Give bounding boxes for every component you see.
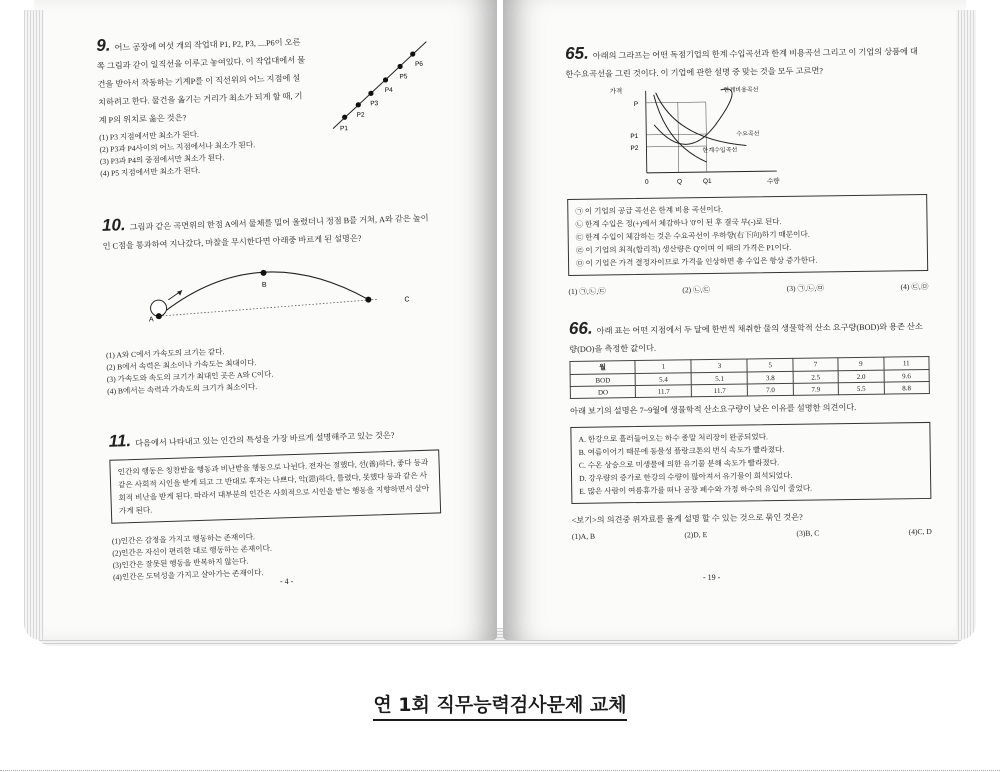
table-cell: 7.9 [793, 383, 839, 396]
point-label: C [404, 296, 410, 304]
point-label: P2 [356, 111, 365, 119]
curved-surface-figure [127, 250, 429, 339]
question-65 [565, 39, 928, 297]
tick-label: Q1 [702, 177, 712, 186]
point-label: P4 [384, 86, 393, 94]
question-text: 다음에서 나타내고 있는 인간의 특성을 가장 바르게 설명해주고 있는 것은? [135, 430, 395, 448]
bod-do-table [569, 356, 929, 399]
answer-choices [572, 527, 932, 541]
answer-choice: (2)D, E [684, 530, 708, 540]
table-cell: 월 [570, 361, 635, 375]
statement-item: ㉠ 이 기업의 공급 곡선은 한계 비용 곡선이다. [575, 204, 723, 216]
answer-choice: (3)B, C [796, 528, 820, 538]
question-text: 아래의 그라프는 어떤 독점기업의 한계 수입곡선과 한계 비용곡선 그리고 이 기업의 상품에 대한수요곡선을 그린 것이다. 이 기업에 관한 설명 중 맞는 것을 모두 고르면? [565, 47, 918, 79]
point-c-marker [365, 296, 371, 302]
options-list [106, 339, 437, 397]
answer-choices [568, 281, 928, 297]
table-cell: 2.5 [793, 371, 839, 384]
table-cell: 7 [793, 358, 839, 372]
table-cell: 1 [635, 360, 691, 374]
statement-item: ㉡ 한계 수입은 정(+)에서 체감하나 '0'이 된 후 결국 부(-)로 된다. [575, 216, 782, 229]
curve-label: 한계수입곡선 [702, 147, 738, 155]
question-9 [96, 26, 430, 180]
option: (2)인간은 자신이 편리한 대로 행동하는 존재이다. [112, 543, 272, 558]
page-number: - 4 - [280, 577, 294, 586]
option: (3) P3과 P4의 중점에서만 최소가 된다. [99, 153, 225, 166]
right-page [503, 0, 966, 640]
point-label: P5 [399, 73, 408, 81]
answer-choice: (4)C, D [908, 526, 932, 537]
statement-item: ㉣ 이 기업의 최적(합리적) 생산량은 Q'이며 이 때의 가격은 P1이다. [575, 242, 792, 255]
question-text: 어느 공장에 여섯 개의 작업대 P1, P2, P3, ....P6이 오른쪽 그림과 같이 일직선을 이루고 놓여있다. 이 작업대에서 물건을 받아서 작동하는 기계P를 이 직선위의 어느 지점에 설치하려고 한다. 물건을 옮기는 거리가 최소가 되게 할 때, 기계 P의 위치로 옳은 것은? [96, 37, 306, 125]
statement-box [567, 194, 928, 276]
question-10 [102, 206, 438, 398]
question-number: 9. [96, 35, 111, 55]
opinion-item: B. 여름이어기 때문에 동물성 플랑크톤의 번식 속도가 빨라졌다. [578, 444, 785, 457]
table-cell: 7.0 [748, 383, 794, 396]
opinion-item: D. 강우량의 증가로 한강의 수량이 많아져서 유기물이 희석되었다. [579, 470, 793, 483]
curve-label: 한계비용곡선 [723, 87, 759, 94]
axis-label: 수량 [766, 178, 780, 186]
passage-box: 인간의 행동은 칭찬받을 행동과 비난받을 행동으로 나뉜다. 전자는 절했다, 선(善)하다, 좋다 등과 같은 사회적 시인을 받게 되고 그 반대로 후자는 나쁘다, 악(惡)하다, 틀렸다, 못했다 등과 같은 사회적 비난을 받게 된다. 따라서 대부분의 인간은 사회적으로 시인을 받는 행동을 지향하면서 살아가게 된다. [109, 449, 441, 523]
question-number: 10. [101, 215, 126, 235]
point-label: P6 [414, 60, 424, 68]
left-page-content [96, 26, 443, 584]
option: (4) B에서는 속력과 가속도의 크기가 최소이다. [107, 382, 258, 396]
answer-choice: (1) ㉠,㉡,㉢ [568, 286, 606, 296]
tick-label: P2 [630, 144, 639, 153]
opinion-item: A. 한강으로 흘러들어오는 하수 종말 처리장이 완공되었다. [578, 432, 768, 444]
statement-item: ㉢ 한계 수입이 체감하는 것은 수요곡선이 우하향(右下向)하기 때문이다. [575, 229, 810, 242]
option: (3) 가속도와 속도의 크기가 최대인 곳은 A와 C이다. [106, 369, 274, 384]
table-cell: DO [570, 386, 635, 399]
question-number: 65. [565, 43, 589, 63]
options-list [112, 525, 443, 583]
tick-label: Q [676, 178, 683, 186]
curve-label: 수요곡선 [736, 131, 760, 138]
tick-label: P1 [630, 132, 639, 141]
table-cell: 11 [883, 356, 929, 370]
point-b-marker [260, 270, 266, 276]
workbench-line-figure [324, 37, 437, 135]
tick-label: P [633, 100, 639, 109]
point-label: P1 [339, 125, 349, 133]
axis-label: 가격 [609, 88, 623, 96]
table-cell: 9.6 [884, 369, 930, 382]
opinion-item: E. 많은 사람이 여름휴가를 떠나 공장 폐수와 가정 하수의 유입이 줄었다. [579, 483, 813, 496]
page-number: - 19 - [703, 573, 721, 582]
question-66 [569, 314, 932, 541]
table-cell: 11.7 [636, 385, 692, 398]
answer-choice: (3) ㉠,㉡,㉤ [786, 283, 825, 293]
opinion-item: C. 수온 상승으로 미생물에 의한 유기물 분해 속도가 빨라졌다. [578, 458, 780, 470]
table-cell: 5.5 [838, 382, 884, 395]
question-number: 66. [568, 318, 593, 338]
table-cell: 8.8 [884, 381, 930, 394]
table-cell: 5 [747, 358, 793, 372]
option: (1) A와 C에서 가속도의 크기는 같다. [105, 347, 225, 360]
table-cell: 2.0 [838, 370, 884, 383]
table-cell: 11.7 [692, 384, 748, 397]
option: (4) P5 지점에서만 최소가 된다. [100, 165, 201, 178]
option: (3)인간은 잘못된 행동을 반복하지 않는다. [112, 556, 249, 570]
question-text: 그림과 같은 곡면위의 한점 A에서 물체를 밀어 올렸더니 정점 B를 거쳐, A와 같은 높이인 C점을 통과하여 지나갔다, 마찰을 무시한다면 아래중 바르게 된 설명은? [102, 213, 429, 251]
marginal-cost-curve [654, 89, 733, 145]
table-cell: 3 [691, 359, 747, 373]
sub-instruction: 아래 보기의 설명은 7~9월에 생물학적 산소요구량이 낮은 이유를 설명한 의견이다. [570, 402, 857, 416]
tick-label: 0 [644, 178, 649, 186]
question-number: 11. [108, 431, 132, 451]
opinion-box [570, 422, 931, 504]
table-cell: 5.1 [691, 372, 747, 385]
option: (1) P3 지점에서만 최소가 된다. [99, 129, 200, 142]
options-list [99, 125, 310, 180]
book-page-edges-right [956, 10, 976, 640]
answer-choice: (2) ㉡,㉢ [682, 284, 711, 295]
left-page [34, 0, 497, 640]
option: (4)인간은 도덕성을 가지고 살아가는 존재이다. [112, 568, 264, 582]
caption-text: 연 1회 직무능력검사문제 교체 [373, 694, 626, 721]
answer-choice: (4) ㉢,㉤ [900, 281, 929, 292]
answer-choice: (1)A, B [571, 531, 596, 541]
point-label: P3 [370, 100, 379, 108]
table-cell: BOD [570, 374, 635, 387]
table-cell: 9 [838, 357, 884, 371]
sub-question: <보기>의 의견중 위자료를 올게 설명 할 수 있는 것으로 묶인 것은? [571, 512, 803, 525]
dotted-divider [0, 770, 1000, 771]
statement-item: ㉤ 이 기업은 가격 결정자이므로 가격을 인상하면 총 수입은 항상 증가한다. [576, 255, 818, 268]
option: (1)인간은 감정을 가지고 행동하는 존재이다. [111, 532, 256, 546]
question-text: 아래 표는 어떤 지점에서 두 달에 한번씩 채취한 물의 생물학적 산소 요구량(BOD)와 용존 산소량(DO)을 측정한 값이다. [569, 322, 923, 354]
caption-title [0, 690, 1000, 717]
right-page-content [565, 39, 932, 541]
option: (2) B에서 속력은 최소이나 가속도는 최대이다. [106, 358, 257, 372]
table-cell: 3.8 [748, 371, 794, 384]
open-book [34, 0, 966, 650]
point-label: B [261, 281, 267, 289]
book-page-edges-left [24, 10, 44, 640]
option: (2) P3과 P4사이의 어느 지점에서나 최소가 된다. [99, 140, 256, 154]
table-cell: 5.4 [635, 373, 691, 386]
monopoly-cost-revenue-graph [606, 83, 807, 191]
point-label: A [148, 316, 154, 324]
question-11 [108, 421, 443, 583]
